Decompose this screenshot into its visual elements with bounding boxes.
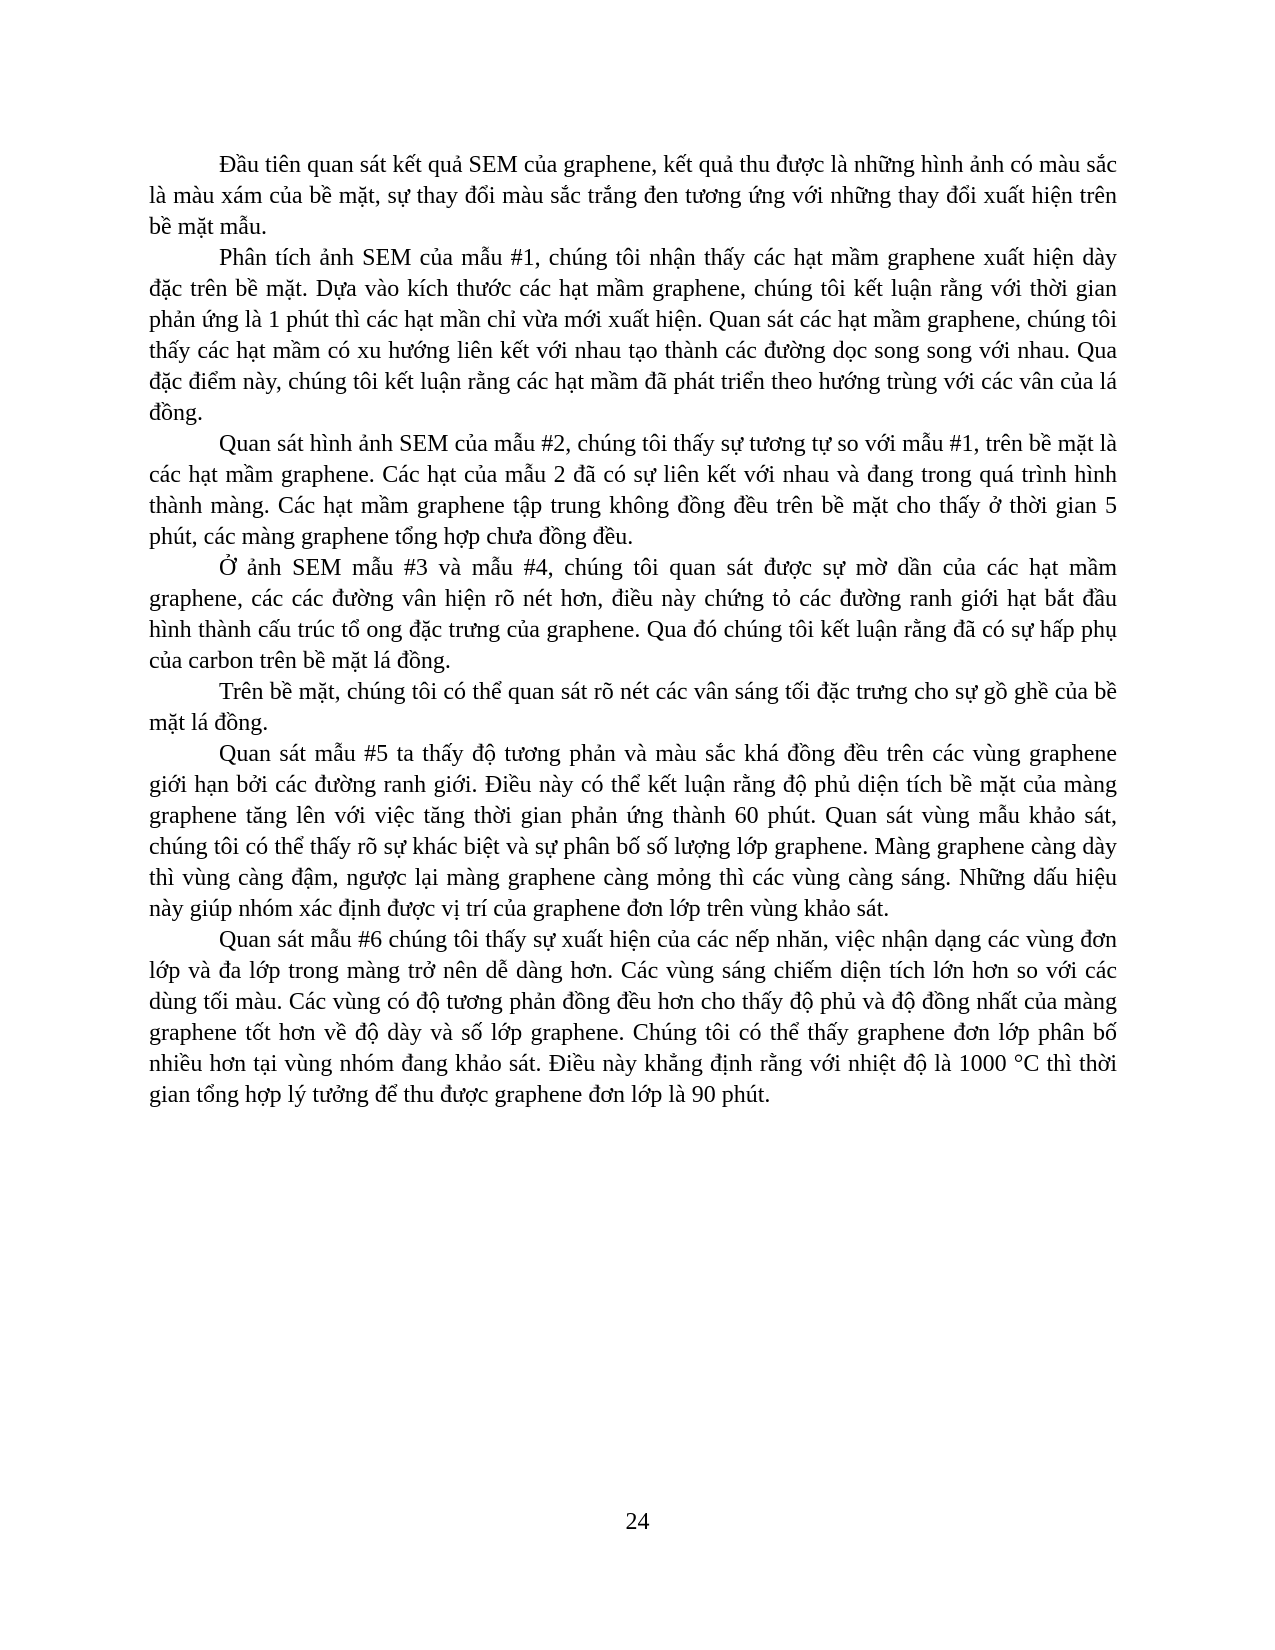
paragraph-surface: Trên bề mặt, chúng tôi có thể quan sát rõ nét các vân sáng tối đặc trưng cho sự gồ ghề của bề mặt lá đồng. xyxy=(149,679,1117,736)
paragraph-sample-1: Phân tích ảnh SEM của mẫu #1, chúng tôi nhận thấy các hạt mầm graphene xuất hiện dày đặc trên bề mặt. Dựa vào kích thước các hạt mầm graphene, chúng tôi kết luận rằng với thời gian phản ứng là 1 phút thì các hạt mần chỉ vừa mới xuất hiện. Quan sát các hạt mầm graphene, chúng tôi thấy các hạt mầm có xu hướng liên kết với nhau tạo thành các đường dọc song song với nhau. Qua đặc điểm này, chúng tôi kết luận rằng các hạt mầm đã phát triển theo hướng trùng với các vân của lá đồng. xyxy=(149,245,1117,426)
paragraph-sample-6: Quan sát mẫu #6 chúng tôi thấy sự xuất hiện của các nếp nhăn, việc nhận dạng các vùng đơn lớp và đa lớp trong màng trở nên dễ dàng hơn. Các vùng sáng chiếm diện tích lớn hơn so với các dùng tối màu. Các vùng có độ tương phản đồng đều hơn cho thấy độ phủ và độ đồng nhất của màng graphene tốt hơn về độ dày và số lớp graphene. Chúng tôi có thể thấy graphene đơn lớp phân bố nhiều hơn tại vùng nhóm đang khảo sát. Điều này khẳng định rằng với nhiệt độ là 1000 °C thì thời gian tổng hợp lý tưởng để thu được graphene đơn lớp là 90 phút. xyxy=(149,927,1117,1108)
paragraph-sample-3-4: Ở ảnh SEM mẫu #3 và mẫu #4, chúng tôi quan sát được sự mờ dần của các hạt mầm graphene, các các đường vân hiện rõ nét hơn, điều này chứng tỏ các đường ranh giới hạt bắt đầu hình thành cấu trúc tổ ong đặc trưng của graphene. Qua đó chúng tôi kết luận rằng đã có sự hấp phụ của carbon trên bề mặt lá đồng. xyxy=(149,555,1117,674)
paragraph-sample-5: Quan sát mẫu #5 ta thấy độ tương phản và màu sắc khá đồng đều trên các vùng graphene giới hạn bởi các đường ranh giới. Điều này có thể kết luận rằng độ phủ diện tích bề mặt của màng graphene tăng lên với việc tăng thời gian phản ứng thành 60 phút. Quan sát vùng mẫu khảo sát, chúng tôi có thể thấy rõ sự khác biệt và sự phân bố số lượng lớp graphene. Màng graphene càng dày thì vùng càng đậm, ngược lại màng graphene càng mỏng thì các vùng càng sáng. Những dấu hiệu này giúp nhóm xác định được vị trí của graphene đơn lớp trên vùng khảo sát. xyxy=(149,741,1117,922)
paragraph-sample-2: Quan sát hình ảnh SEM của mẫu #2, chúng tôi thấy sự tương tự so với mẫu #1, trên bề mặt là các hạt mầm graphene. Các hạt của mẫu 2 đã có sự liên kết với nhau và đang trong quá trình hình thành màng. Các hạt mầm graphene tập trung không đồng đều trên bề mặt cho thấy ở thời gian 5 phút, các màng graphene tổng hợp chưa đồng đều. xyxy=(149,431,1117,550)
page-number: 24 xyxy=(625,1509,650,1535)
paragraph-sem-overview: Đầu tiên quan sát kết quả SEM của graphene, kết quả thu được là những hình ảnh có màu sắc là màu xám của bề mặt, sự thay đổi màu sắc trắng đen tương ứng với những thay đổi xuất hiện trên bề mặt mẫu. xyxy=(149,152,1117,240)
body-text xyxy=(149,150,1117,1111)
